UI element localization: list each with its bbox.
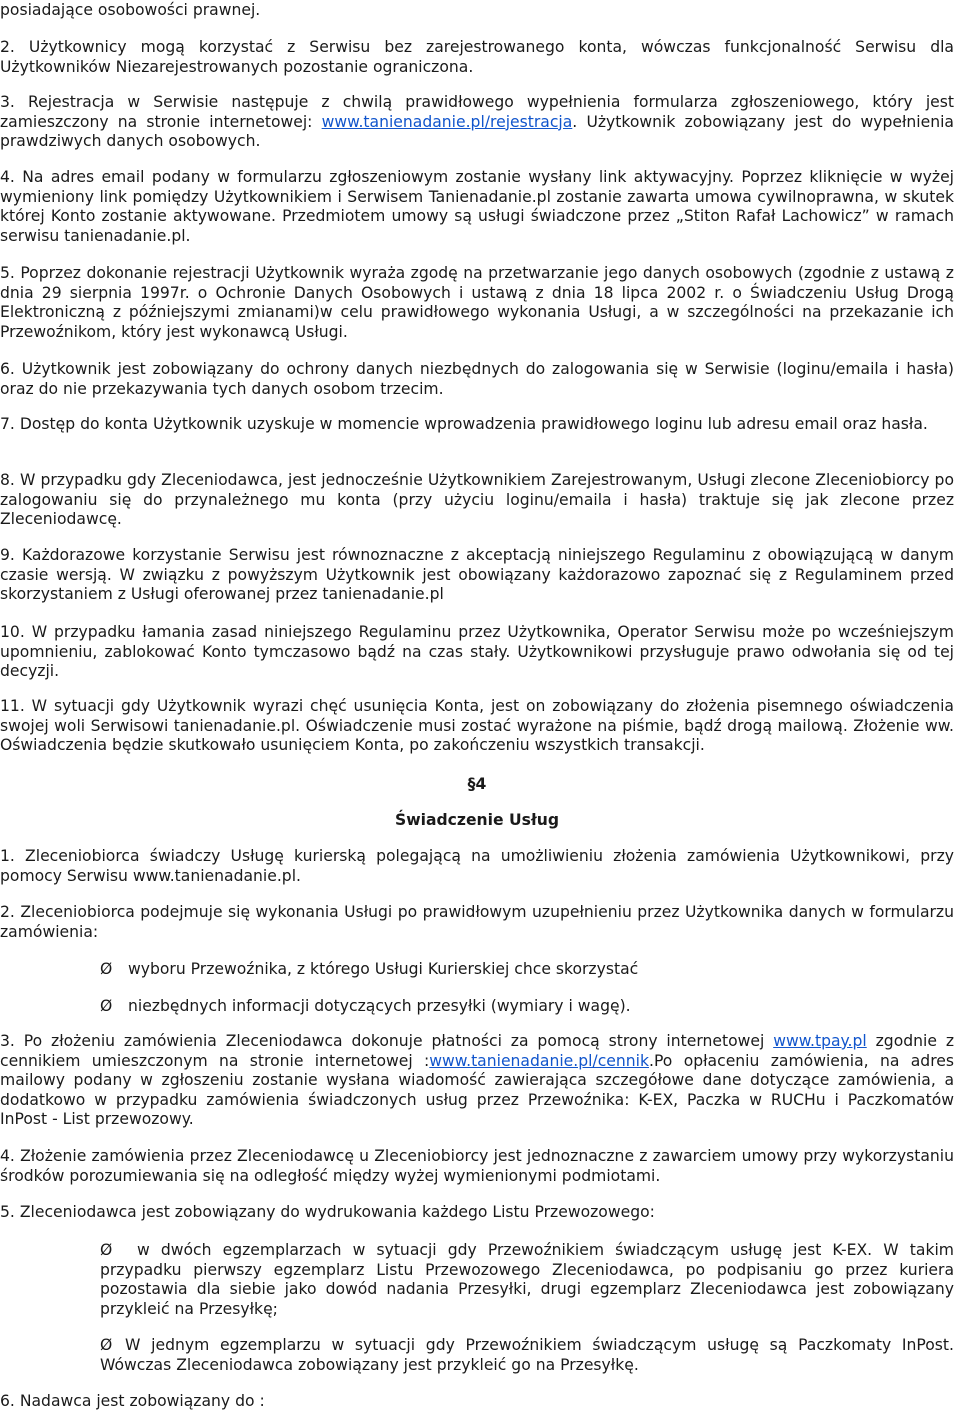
bullet-icon: Ø — [100, 1241, 113, 1259]
bullet-icon: Ø — [100, 997, 113, 1015]
paragraph-text: 3. Po złożeniu zamówienia Zleceniodawca dokonuje płatności za pomocą strony internetowej — [0, 1032, 774, 1050]
paragraph-4: 4. Na adres email podany w formularzu zgłoszeniowym zostanie wysłany link aktywacyjny. Poprzez kliknięcie w wyżej wymieniony link pomiędzy Użytkownikiem i Serwisem Tanienadanie.pl zostanie zawarta umowa cywilnoprawna, w skutek której Konto zostanie aktywowane. Przedmiotem umowy są usługi świadczone przez „Stiton Rafał Lachowicz” w ramach serwisu tanienadanie.pl. — [0, 168, 954, 245]
paragraph-8: 8. W przypadku gdy Zleceniodawca, jest jednocześnie Użytkownikiem Zarejestrowanym, Usługi zlecone Zleceniobiorcy po zalogowaniu się do przynależnego mu konta (przy użyciu loginu/emaila i hasła) traktuje się jak zlecone przez Zleceniodawcę. — [0, 471, 954, 528]
paragraph-11: 11. W sytuacji gdy Użytkownik wyrazi chęć usunięcia Konta, jest on zobowiązany do złożenia pisemnego oświadczenia swojej woli Serwisowi tanienadanie.pl. Oświadczenie musi zostać wyrażone na piśmie, bądź drogą mailową. Złożenie ww. Oświadczenia będzie skutkowało usunięciem Konta, po zakończeniu wszystkich transakcji. — [0, 697, 954, 754]
paragraph-3-text-end: . Użytkownik zobowiązany jest do wypełnienia prawdziwych danych osobowych. — [0, 112, 954, 150]
section-number: §4 — [467, 775, 487, 793]
section4-paragraph-2: 2. Zleceniobiorca podejmuje się wykonania Usługi po prawidłowym uzupełnieniu przez Użytkownika danych w formularzu zamówienia: — [0, 903, 954, 941]
paragraph-5: 5. Poprzez dokonanie rejestracji Użytkownik wyraża zgodę na przetwarzanie jego danych osobowych (zgodnie z ustawą z dnia 29 sierpnia 1997r. o Ochronie Danych Osobowych i ustawą z dnia 18 lipca 2002 r. o Świadczeniu Usług Drogą Elektroniczną z późniejszymi zmianami)w celu prawidłowego wykonania Usługi, a w szczególności na przekazanie ich Przewoźnikom, który jest wykonawcą Usługi. — [0, 264, 954, 341]
paragraph-10: 10. W przypadku łamania zasad niniejszego Regulaminu przez Użytkownika, Operator Serwisu może po wcześniejszym upomnieniu, zablokować Konto tymczasowo bądź na czas stały. Użytkownikowi przysługuje prawo odwołania się od tej decyzji. — [0, 623, 954, 680]
tpay-link[interactable]: www.tpay.pl — [773, 1032, 867, 1050]
paragraph-7: 7. Dostęp do konta Użytkownik uzyskuje w momencie wprowadzenia prawidłowego loginu lub adresu email oraz hasła. — [0, 415, 928, 433]
paragraph-text: zgodnie z cennikiem umieszczonym na stronie internetowej : — [0, 1032, 954, 1070]
section-title: Świadczenie Usług — [394, 811, 559, 829]
paragraph-3 — [0, 93, 954, 152]
paragraph-6: 6. Użytkownik jest zobowiązany do ochrony danych niezbędnych do zalogowania się w Serwisie (loginu/emaila i hasła) oraz do nie przekazywania tych danych osobom trzecim. — [0, 360, 954, 398]
section4-paragraph-6: 6. Nadawca jest zobowiązany do : — [0, 1392, 265, 1410]
paragraph-text: .Po opłaceniu zamówienia, na adres mailowy podany w zgłoszeniu zostanie wysłana wiadomość zawierająca szczegółowe dane dotyczące zamówienia, a dodatkowo w przypadku zamówienia świadczonych usług przez Przewoźnika: K-EX, Paczka w RUCHu i Paczkomatów InPost - List przewozowy. — [0, 1051, 954, 1128]
section4-paragraph-1: 1. Zleceniobiorca świadczy Usługę kurierską polegającą na umożliwieniu złożenia zamówienia Użytkownikowi, przy pomocy Serwisu www.tanienadanie.pl. — [0, 847, 954, 885]
bullet-text: W jednym egzemplarzu w sytuacji gdy Przewoźnikiem świadczącym usługę są Paczkomaty InPost. Wówczas Zleceniodawca zobowiązany jest przykleić go na Przesyłkę. — [100, 1336, 954, 1374]
section4-paragraph-5: 5. Zleceniodawca jest zobowiązany do wydrukowania każdego Listu Przewozowego: — [0, 1203, 655, 1221]
section4-paragraph-3 — [0, 1032, 954, 1130]
pricelist-link[interactable]: www.tanienadanie.pl/cennik — [429, 1051, 649, 1070]
section4-paragraph-4: 4. Złożenie zamówienia przez Zleceniodawcę u Zleceniobiorcy jest jednoznaczne z zawarciem umowy przy wykorzystaniu środków porozumiewania się na odległość między wyżej wymienionymi podmiotami. — [0, 1147, 954, 1185]
paragraph-3-text: 3. Rejestracja w Serwisie następuje z chwilą prawidłowego wypełnienia formularza zgłoszeniowego, który jest zamieszczony na stronie internetowej: — [0, 93, 954, 131]
bullet-icon: Ø — [100, 1336, 113, 1354]
bullet-text: wyboru Przewoźnika, z którego Usługi Kurierskiej chce skorzystać — [128, 960, 639, 978]
registration-link[interactable]: www.tanienadanie.pl/rejestracja — [321, 112, 573, 131]
bullet-text: w dwóch egzemplarzach w sytuacji gdy Przewoźnikiem świadczącym usługę jest K-EX. W takim przypadku pierwszy egzemplarz Listu Przewozowego Zleceniodawca, po podpisaniu go przez kuriera pozostawia dla siebie jako dowód nadania Przesyłki, drugi egzemplarz Zleceniodawca jest zobowiązany przykleić na Przesyłkę; — [100, 1241, 954, 1318]
bullet-icon: Ø — [100, 960, 113, 978]
paragraph-9: 9. Każdorazowe korzystanie Serwisu jest równoznaczne z akceptacją niniejszego Regulaminu z obowiązującą w danym czasie wersją. W związku z powyższym Użytkownik jest obowiązany każdorazowo zapoznać się z Regulaminem przed skorzystaniem z Usługi oferowanej przez tanienadanie.pl — [0, 546, 954, 603]
bullet-text: niezbędnych informacji dotyczących przesyłki (wymiary i wagę). — [128, 997, 631, 1015]
paragraph-2: 2. Użytkownicy mogą korzystać z Serwisu bez zarejestrowanego konta, wówczas funkcjonalność Serwisu dla Użytkowników Niezarejestrowanych pozostanie ograniczona. — [0, 38, 954, 76]
paragraph-continuation: posiadające osobowości prawnej. — [0, 1, 261, 19]
